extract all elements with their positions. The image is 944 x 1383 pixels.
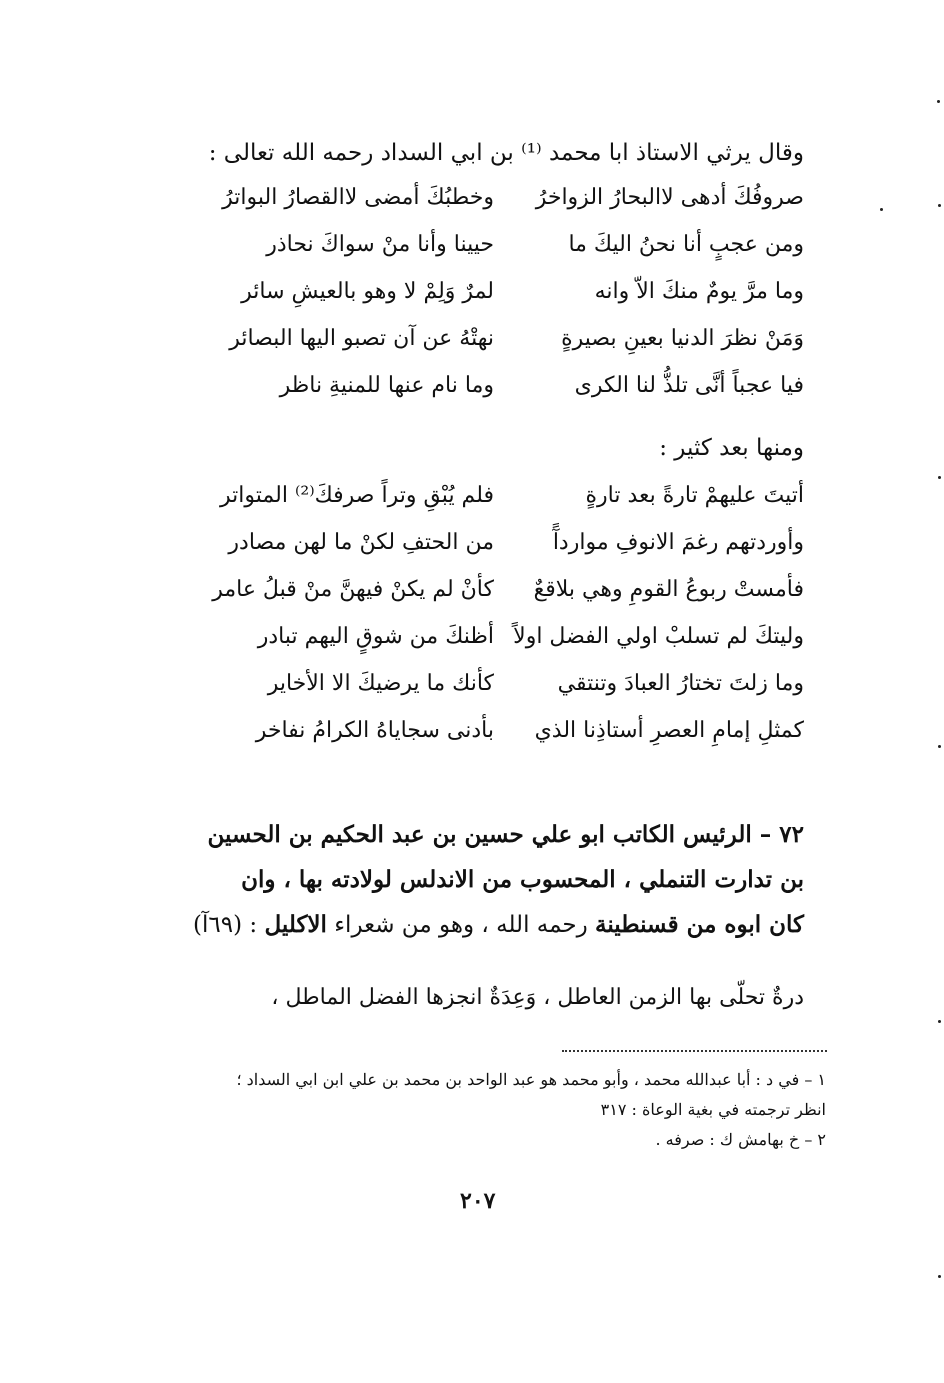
scan-speck [938, 204, 941, 207]
footnote-line: ١ – في د : أبا عبدالله محمد ، وأبو محمد هو عبد الواحد بن محمد بن علي ابن ابي السداد ؛ [236, 1070, 826, 1089]
footnote-line: ٢ – خ بهامش ك : صرفه . [655, 1130, 826, 1149]
poem-verse [204, 373, 804, 420]
verse-first-hemistich: كمثلِ إمامِ العصرِ أستاذِنا الذي [534, 718, 804, 743]
page-number: ٢٠٧ [460, 1188, 496, 1214]
poem-verse [204, 483, 804, 530]
scan-speck [938, 476, 941, 479]
scan-speck [938, 745, 941, 748]
verse-first-hemistich: وما مرَّ يومٌ منكَ الاّ وانه [594, 279, 804, 304]
intro-line: وقال يرثي الاستاذ ابا محمد ⁽¹⁾ بن ابي السداد رحمه الله تعالى : [208, 140, 804, 166]
poem-verse [204, 232, 804, 279]
scan-speck [938, 1275, 941, 1278]
verse-second-hemistich: أظنكَ من شوقٍ اليهم تبادر [257, 624, 494, 649]
entry-normal-text: رحمه الله ، وهو من شعراء [334, 912, 588, 938]
verse-second-hemistich: كأنْ لم يكنْ فيهنَّ منْ قبلُ عامر [212, 577, 494, 602]
verse-first-hemistich: وليتكَ لم تسلبْ اولي الفضل اولاً [513, 624, 804, 649]
verse-second-hemistich: حيينا وأنا منْ سواكَ نحاذر [266, 232, 494, 257]
verse-first-hemistich: وأوردتهم رغمَ الانوفِ مواردآً [552, 530, 804, 555]
section-subheading: ومنها بعد كثير : [659, 435, 804, 461]
poem-group-1 [204, 185, 804, 420]
entry-bold-text: كان ابوه من قسنطينة [595, 911, 804, 938]
poem-verse [204, 185, 804, 232]
verse-second-hemistich: كأنك ما يرضيكَ الا الأخاير [267, 671, 494, 696]
poem-verse [204, 577, 804, 624]
poem-verse [204, 530, 804, 577]
poem-verse [204, 279, 804, 326]
verse-first-hemistich: ومن عجبٍ أنا نحنُ اليكَ ما [568, 232, 804, 257]
verse-first-hemistich: صروفُكَ أدهى لاالبحارُ الزواخرُ [535, 185, 804, 210]
verse-first-hemistich: أتيتَ عليهمْ تارةً بعد تارةٍ [585, 483, 804, 508]
verse-second-hemistich: فلم يُبْقِ وتراً صرفكَ⁽²⁾ المتواتر [220, 483, 494, 508]
entry-reference: : (٦٩آ) [193, 912, 258, 938]
verse-second-hemistich: وما نام عنها للمنيةِ ناظر [279, 373, 494, 398]
poem-verse [204, 624, 804, 671]
entry-heading-line-1: ٧٢ – الرئيس الكاتب ابو علي حسين بن عبد الحكيم بن الحسين [207, 821, 804, 848]
scan-speck [880, 208, 883, 211]
entry-heading-line-2: بن تدارت التنملي ، المحسوب من الاندلس لولادته بها ، وان [241, 866, 804, 893]
poem-group-2 [204, 483, 804, 765]
footnote-line: انظر ترجمته في بغية الوعاة : ٣١٧ [600, 1100, 826, 1119]
entry-heading-line-3 [184, 902, 804, 948]
footnotes [126, 1065, 826, 1155]
verse-second-hemistich: نهتْهُ عن آن تصبو اليها البصائر [229, 326, 494, 351]
footnote-divider [562, 1050, 827, 1052]
poem-verse [204, 671, 804, 718]
prose-line: درةٌ تحلّى بها الزمن العاطل ، وَعِدَةٌ انجزها الفضل الماطل ، [271, 985, 804, 1010]
scan-speck [938, 1020, 941, 1023]
scan-speck [937, 100, 940, 103]
verse-second-hemistich: وخطبُكَ أمضى لاالقصارُ البواترُ [222, 185, 494, 210]
verse-second-hemistich: بأدنى سجاياهُ الكرامُ نفاخر [255, 718, 494, 743]
verse-first-hemistich: فأمستْ ربوعُ القومِ وهي بلاقعٌ [533, 577, 804, 602]
verse-first-hemistich: وما زلتَ تختارُ العبادَ وتنتقي [557, 671, 804, 696]
verse-first-hemistich: وَمَنْ نظرَ الدنيا بعينِ بصيرةٍ [561, 326, 804, 351]
verse-first-hemistich: فيا عجباً أنَّى تلذُّ لنا الكرى [574, 373, 804, 398]
poem-verse [204, 326, 804, 373]
verse-second-hemistich: لمرٌ وَلِمْ لا وهو بالعيشِ سائر [241, 279, 494, 304]
poem-verse [204, 718, 804, 765]
biography-entry-heading [184, 812, 804, 948]
verse-second-hemistich: من الحتفِ لكنْ ما لهن مصادر [228, 530, 494, 555]
entry-book-title: الاكليل [264, 911, 327, 938]
